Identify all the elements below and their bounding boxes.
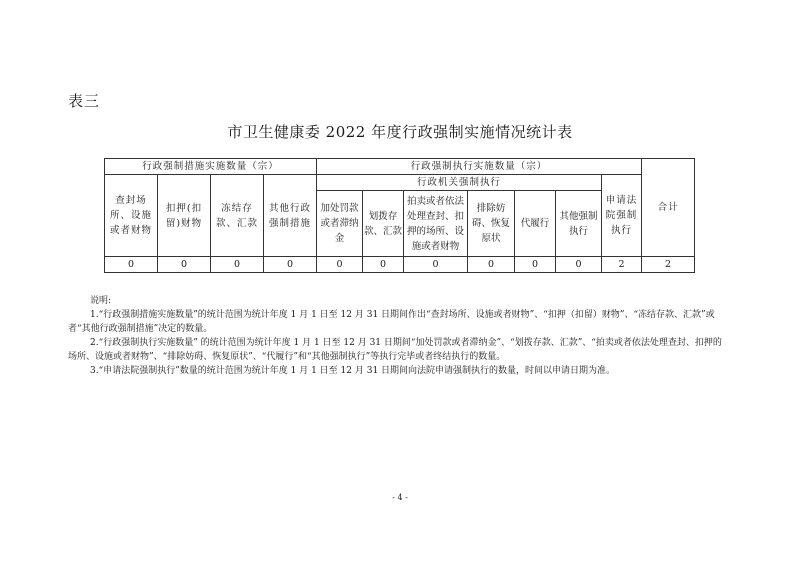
header-remove: 排除妨碍、恢复原状 (468, 191, 515, 257)
document-title: 市卫生健康委 2022 年度行政强制实施情况统计表 (227, 123, 573, 141)
value-freeze: 0 (211, 257, 264, 273)
header-court: 申请法院强制执行 (602, 175, 642, 257)
value-remove: 0 (468, 257, 515, 273)
statistics-table (104, 158, 695, 273)
header-admin-execution: 行政机关强制执行 (317, 175, 602, 191)
value-proxy: 0 (515, 257, 556, 273)
notes-heading: 说明: (90, 296, 112, 306)
header-transfer: 划拨存款、汇款 (363, 191, 404, 257)
table-row (105, 257, 695, 273)
header-auction: 拍卖或者依法处理查封、扣押的场所、设施或者财物 (404, 191, 468, 257)
header-fine: 加处罚款或者滞纳金 (317, 191, 363, 257)
header-total: 合计 (642, 159, 695, 257)
header-other-exec: 其他强制执行 (556, 191, 602, 257)
value-seal: 0 (105, 257, 158, 273)
value-total: 2 (642, 257, 695, 273)
header-measures-group: 行政强制措施实施数量（宗） (105, 159, 317, 175)
header-seal: 查封场所、设施或者财物 (105, 175, 158, 257)
value-transfer: 0 (363, 257, 404, 273)
notes-section (68, 294, 730, 378)
note-item: 2.“行政强制执行实施数量” 的统计范围为统计年度 1 月 1 日至 12 月 31 日期间“加处罚款或者滞纳金”、“划拨存款、汇款”、“拍卖或者依法处理查封、扣押的场所、设施或者财物”、“排除妨碍、恢复原状”、“代履行”和“其他强制执行”等执行完毕或者终结执行的数量。 (68, 338, 722, 362)
header-execution-group: 行政强制执行实施数量（宗） (317, 159, 642, 175)
value-fine: 0 (317, 257, 363, 273)
note-item: 1.“行政强制措施实施数量”的统计范围为统计年度 1 月 1 日至 12 月 31 日期间作出“查封场所、设施或者财物”、“扣押（扣留）财物”、“冻结存款、汇款”或者“其他行政强制措施”决定的数量。 (68, 310, 715, 334)
header-proxy: 代履行 (515, 191, 556, 257)
header-seize: 扣押(扣留)财物 (158, 175, 211, 257)
note-item: 3.“申请法院强制执行”数量的统计范围为统计年度 1 月 1 日至 12 月 31 日期间向法院申请强制执行的数量，时间以申请日期为准。 (90, 366, 616, 376)
header-other-measure: 其他行政强制措施 (264, 175, 317, 257)
value-seize: 0 (158, 257, 211, 273)
value-other-exec: 0 (556, 257, 602, 273)
value-court: 2 (602, 257, 642, 273)
value-auction: 0 (404, 257, 468, 273)
value-other-measure: 0 (264, 257, 317, 273)
header-freeze: 冻结存款、汇款 (211, 175, 264, 257)
table-label: 表三 (68, 92, 101, 110)
page-number: - 4 - (392, 493, 408, 502)
